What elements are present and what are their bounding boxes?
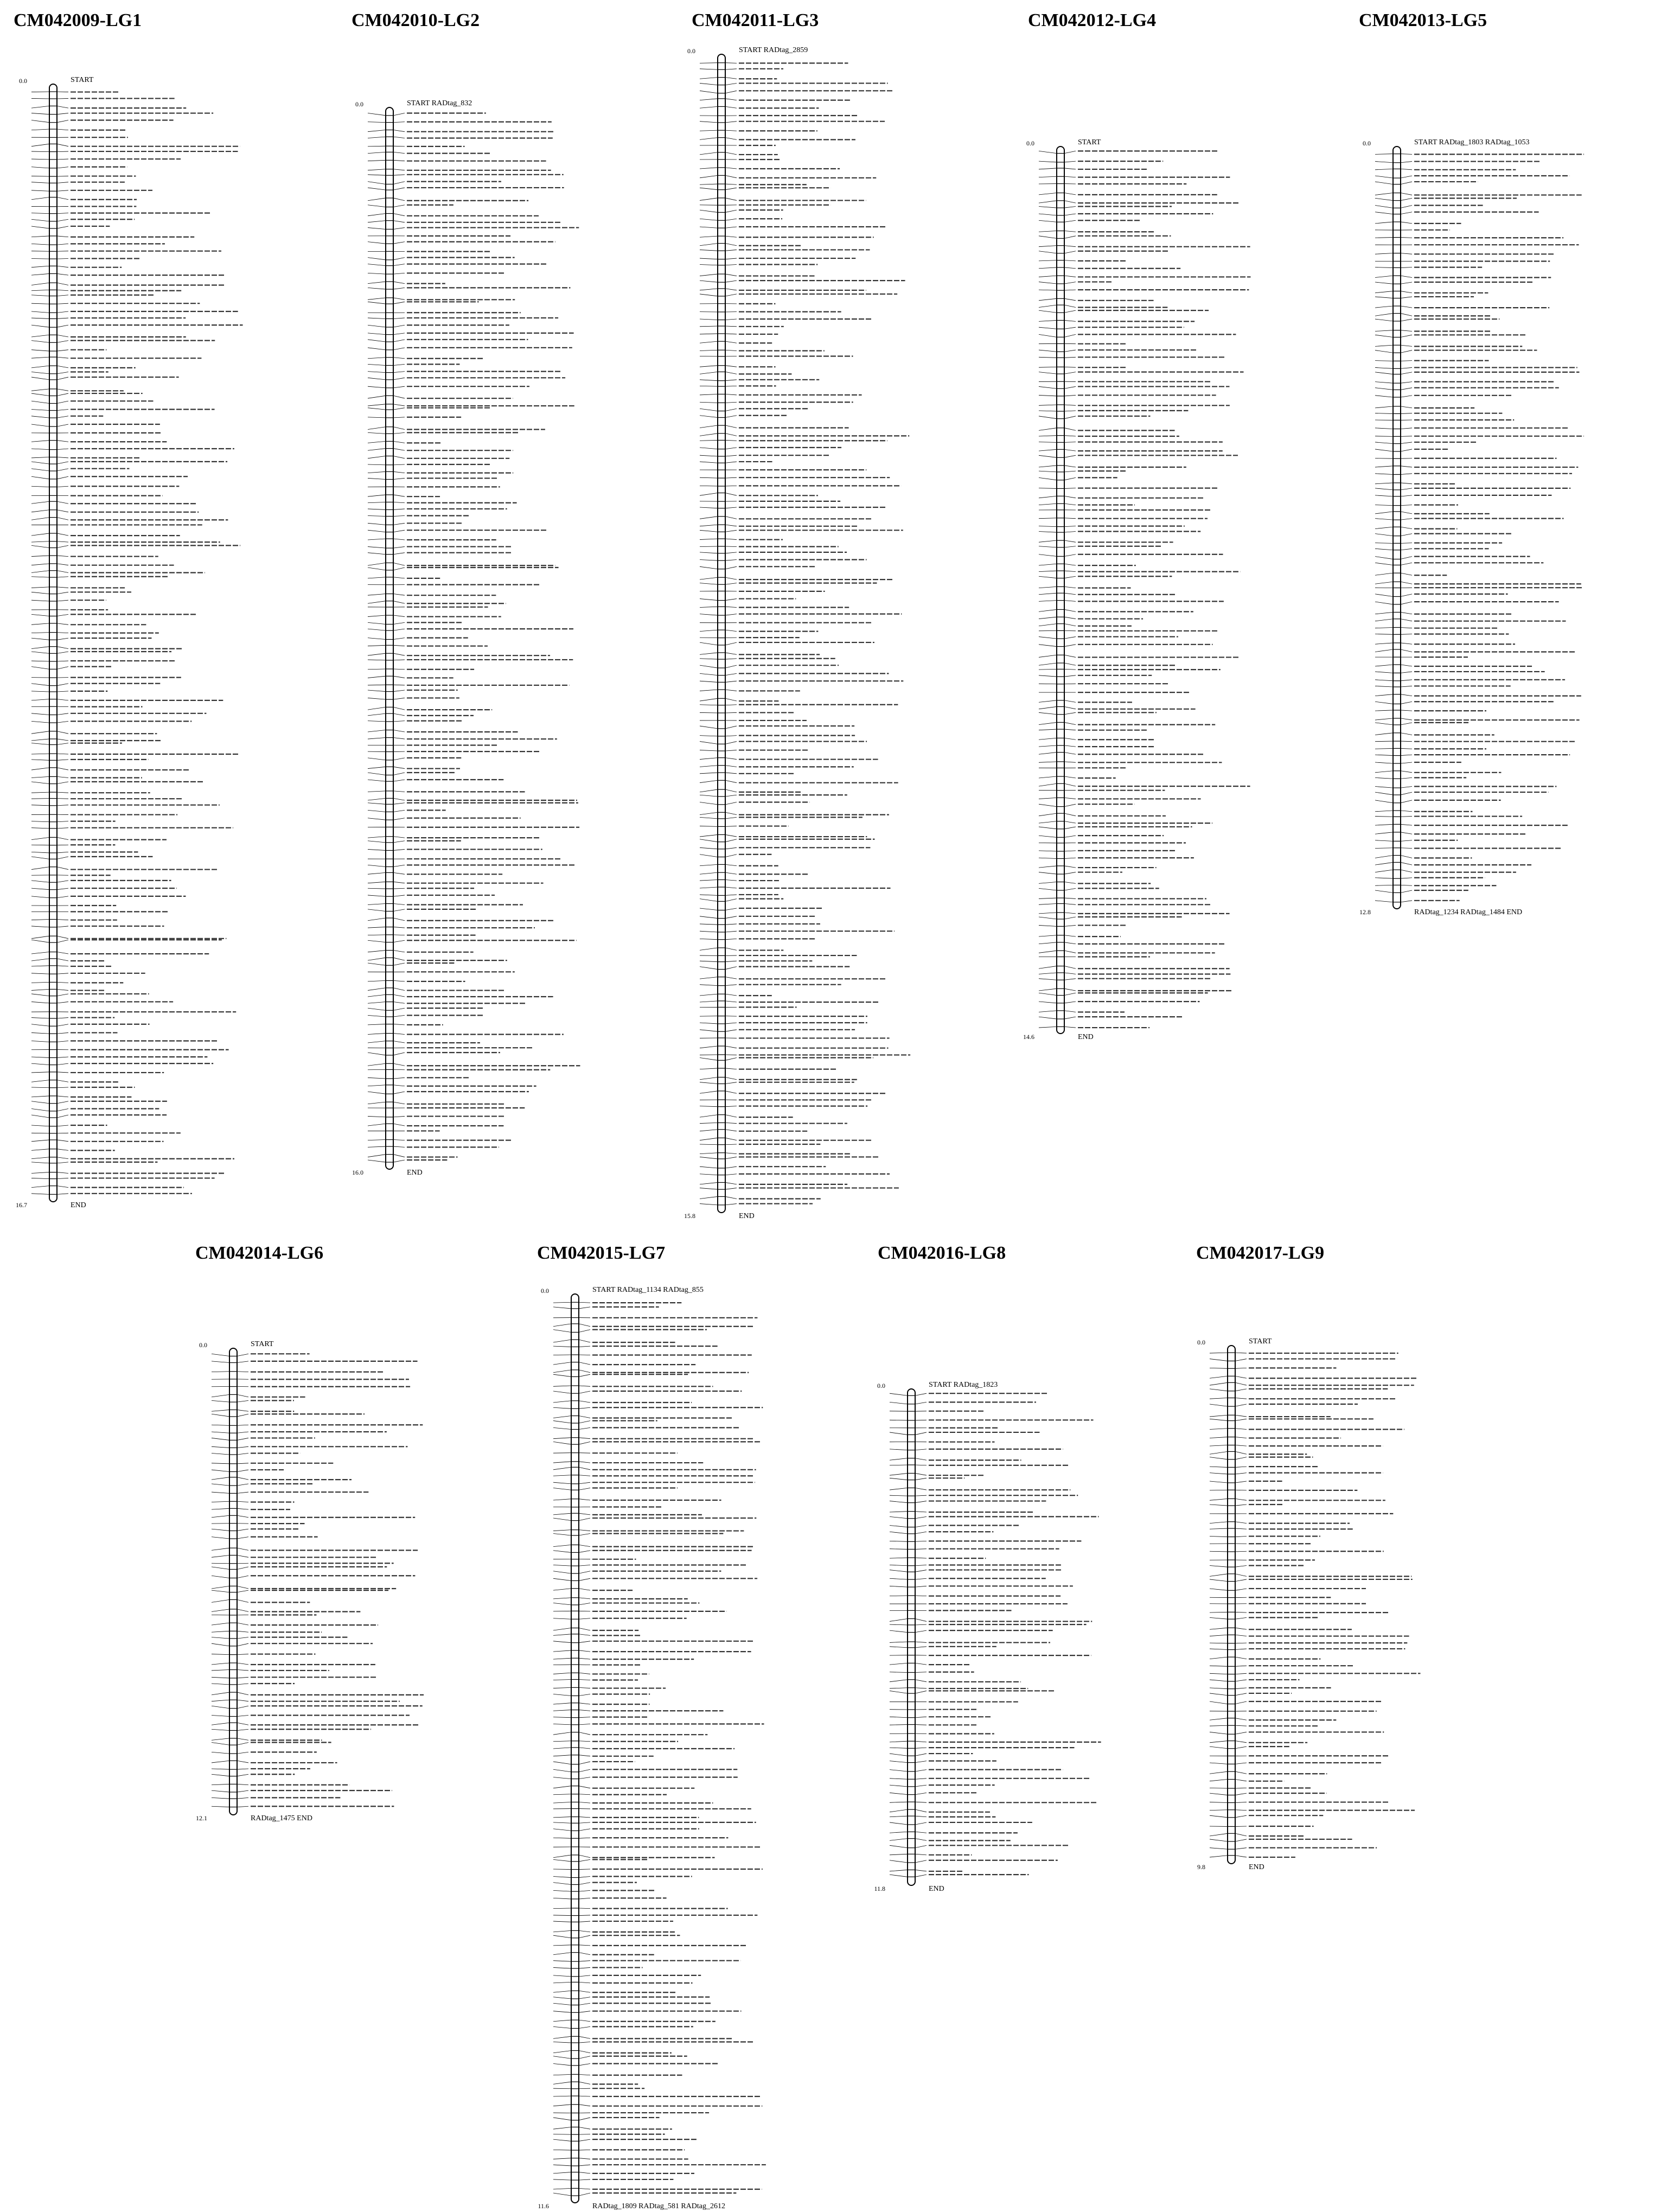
marker-connector [57,176,68,177]
start-position: 0.0 [877,1382,885,1389]
linkage-group-title: CM042011-LG3 [692,10,819,30]
position-connector [1375,436,1393,437]
linkage-group-title: CM042015-LG7 [537,1243,666,1263]
position-connector [553,1453,571,1454]
marker-connector [725,712,737,713]
start-position: 0.0 [1026,139,1034,147]
chromosome-bar [1393,146,1401,909]
position-connector [31,98,49,99]
end-position: 15.8 [684,1212,695,1220]
end-marker-label: END [739,1212,755,1220]
linkage-group-title: CM042014-LG6 [195,1243,324,1263]
start-position: 0.0 [19,77,27,85]
start-position: 0.0 [199,1341,207,1349]
chromosome-bar [908,1389,915,1885]
start-marker-label: START RADtag_2859 [739,46,808,54]
position-connector [700,712,718,713]
end-position: 11.8 [874,1885,885,1892]
end-position: 16.0 [352,1169,363,1176]
marker-connector [725,1016,737,1017]
chromosome-bar [1057,146,1064,1034]
start-position: 0.0 [355,100,363,108]
end-marker-label: END [1249,1863,1264,1871]
start-position: 0.0 [687,47,695,55]
marker-connector [1401,436,1412,437]
position-connector [700,1016,718,1017]
end-position: 11.6 [538,2202,549,2210]
start-position: 0.0 [1197,1338,1205,1346]
start-marker-label: START [71,76,94,84]
marker-connector [57,151,68,152]
chromosome-bar [49,84,57,1202]
start-marker-label: START RADtag_1823 [929,1381,998,1389]
end-position: 12.1 [196,1814,207,1822]
chromosome-bar [1228,1346,1235,1864]
start-position: 0.0 [541,1287,549,1295]
marker-connector [57,98,68,99]
end-marker-label: END [1078,1033,1094,1041]
position-connector [31,176,49,177]
marker-connector [725,546,737,547]
end-marker-label: END [929,1885,944,1893]
start-position: 0.0 [1363,139,1371,147]
end-position: 14.6 [1023,1033,1034,1041]
end-marker-label: RADtag_1475 END [251,1814,312,1822]
start-marker-label: START RADtag_1803 RADtag_1053 [1414,138,1530,146]
linkage-group-title: CM042016-LG8 [878,1243,1006,1263]
position-connector [700,546,718,547]
linkage-group-title: CM042013-LG5 [1359,10,1487,30]
end-marker-label: RADtag_1234 RADtag_1484 END [1414,908,1523,916]
start-marker-label: START [1078,138,1101,146]
marker-connector [579,1453,590,1454]
start-marker-label: START RADtag_832 [407,99,472,107]
end-marker-label: RADtag_1809 RADtag_581 RADtag_2612 [592,2202,725,2210]
end-position: 16.7 [16,1201,27,1209]
start-marker-label: START RADtag_1134 RADtag_855 [592,1286,704,1294]
end-marker-label: END [407,1169,423,1177]
linkage-group-title: CM042009-LG1 [14,10,142,30]
chromosome-bar [386,107,393,1169]
end-position: 12.8 [1359,908,1371,916]
linkage-group-title: CM042017-LG9 [1196,1243,1325,1263]
marker-connector [237,1563,248,1564]
linkage-group-title: CM042012-LG4 [1028,10,1157,30]
position-connector [31,151,49,152]
start-marker-label: START [1249,1337,1272,1346]
end-marker-label: END [71,1201,86,1209]
position-connector [212,1563,229,1564]
linkage-group-title: CM042010-LG2 [352,10,480,30]
chromosome-bar [571,1294,579,2203]
start-marker-label: START [251,1340,274,1348]
end-position: 9.8 [1197,1863,1205,1871]
